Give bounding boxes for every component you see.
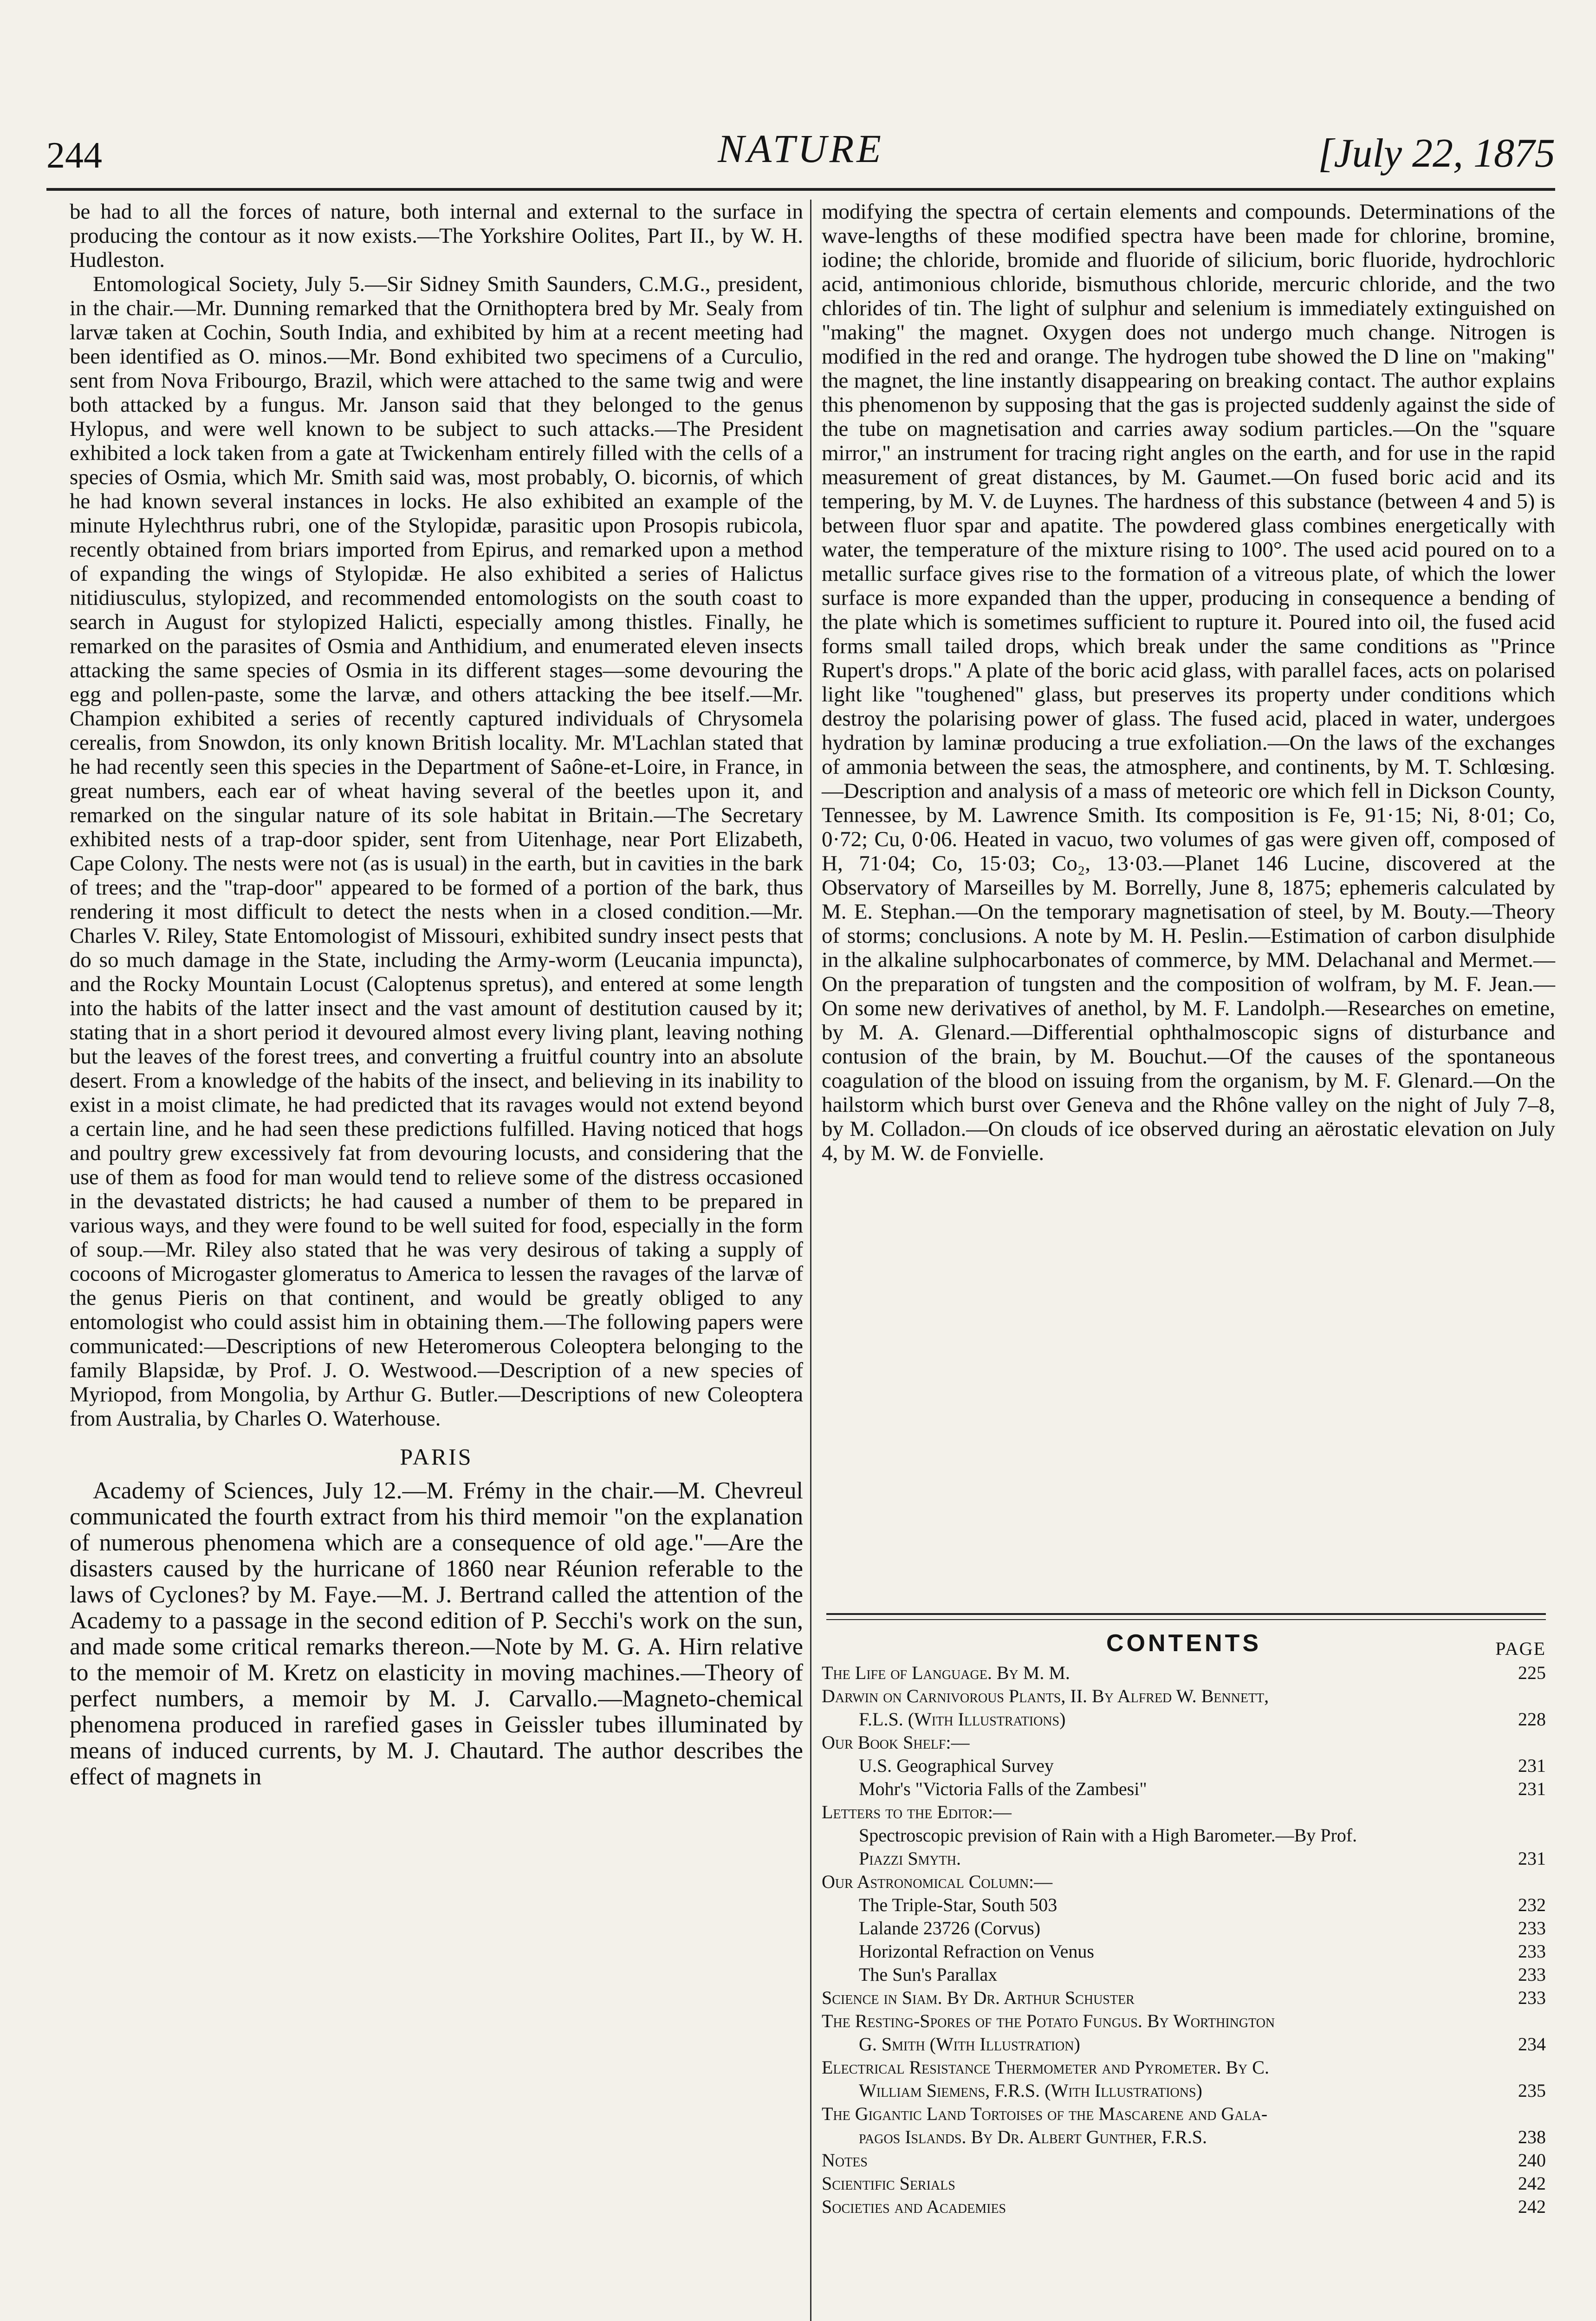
- contents-entry-page: 233: [1518, 1987, 1546, 2008]
- contents-entry-title: Mohr's "Victoria Falls of the Zambesi": [859, 1778, 1147, 1799]
- contents-entry-page: 228: [1518, 1709, 1546, 1730]
- contents-entry[interactable]: [822, 2056, 1546, 2079]
- contents-entry-title: Notes: [822, 2150, 868, 2171]
- contents-entry-title: The Life of Language. By M. M.: [822, 1662, 1070, 1683]
- contents-entry-page: 242: [1518, 2196, 1546, 2217]
- contents-entry-page: 242: [1518, 2173, 1546, 2194]
- contents-entry[interactable]: [822, 1801, 1546, 1824]
- contents-entry-page: 233: [1518, 1941, 1546, 1962]
- contents-entry-title: Societies and Academies: [822, 2196, 1006, 2217]
- contents-entry[interactable]: [822, 2033, 1546, 2056]
- contents-entry-title: The Gigantic Land Tortoises of the Mascarene and Gala-: [822, 2103, 1268, 2124]
- right-paragraph: modifying the spectra of certain elements and compounds. Determinations of the wave-lengths of these modified spectra have been made for chlorine, bromine, iodine; the chloride, bromide and fluoride of silicium, boric fluoride, hydrochloric acid, antimonious chloride, bismuthous chloride, mercuric chloride, and the two chlorides of tin. The light of sulphur and selenium is immediately extinguished on "making" the magnet. Oxygen does not undergo much change. Nitrogen is modified in the red and orange. The hydrogen tube showed the D line on "making" the magnet, the line instantly disappearing on breaking contact. The author explains this phenomenon by supposing that the gas is projected suddenly against the side of the tube on magnetisation and carries away sodium particles.—On the "square mirror," an instrument for tracing right angles on the earth, and for use in the rapid measurement of great distances, by M. Gaumet.—On fused boric acid and its tempering, by M. V. de Luynes. The hardness of this substance (between 4 and 5) is between fluor spar and apatite. The powdered glass combines energetically with water, the temperature of the mixture rising to 100°. The used acid poured on to a metallic surface gives rise to the formation of a vitreous plate, of which the lower surface is more expanded than the upper, producing in consequence a bending of the plate which is sometimes sufficient to rupture it. Poured into oil, the fused acid forms small tailed drops, which break under the same conditions as "Prince Rupert's drops." A plate of the boric acid glass, with parallel faces, acts on polarised light like "toughened" glass, but preserves its property under conditions which destroy the polarising power of glass. The fused acid, placed in water, undergoes hydration by laminæ producing a true exfoliation.—On the laws of the exchanges of ammonia between the seas, the atmosphere, and continents, by M. T. Schlœsing.—Description and analysis of a mass of meteoric ore which fell in Dickson County, Tennessee, by M. Lawrence Smith. Its composition is Fe, 91·15; Ni, 8·01; Co, 0·72; Cu, 0·06. Heated in vacuo, two volumes of gas were given off, composed of H, 71·04; Co, 15·03; Co₂, 13·03.—Planet 146 Lucine, discovered at the Observatory of Marseilles by M. Borrelly, June 8, 1875; ephemeris calculated by M. E. Stephan.—On the temporary magnetisation of steel, by M. Bouty.—Theory of storms; conclusions. A note by M. H. Peslin.—Estimation of carbon disulphide in the alkaline sulphocarbonates of commerce, by MM. Delachanal and Mermet.—On the preparation of tungsten and the composition of wolfram, by M. F. Jean.—On some new derivatives of anethol, by M. F. Landolph.—Researches on emetine, by M. A. Glenard.—Differential ophthalmoscopic signs of disturbance and contusion of the brain, by M. Bouchut.—Of the causes of the spontaneous coagulation of the blood on issuing from the organism, by M. F. Glenard.—On the hailstorm which burst over Geneva and the Rhône valley on the night of July 7–8, by M. Colladon.—On clouds of ice observed during an aërostatic elevation on July 4, by M. W. de Fonvielle.: [822, 200, 1555, 1165]
- contents-entry-title: William Siemens, F.R.S. (With Illustrations): [859, 2080, 1202, 2101]
- contents-entry[interactable]: [822, 1685, 1546, 1708]
- contents-entry-title: Horizontal Refraction on Venus: [859, 1941, 1094, 1962]
- contents-entry[interactable]: [822, 1870, 1546, 1893]
- academy-of-sciences-paragraph: Academy of Sciences, July 12.—M. Frémy in the chair.—M. Chevreul communicated the fourth extract from his third memoir "on the explanation of numerous phenomena which are a consequence of old age."—Are the disasters caused by the hurricane of 1860 near Réunion referable to the laws of Cyclones? by M. Faye.—M. J. Bertrand called the attention of the Academy to a passage in the second edition of P. Secchi's work on the sun, and made some critical remarks thereon.—Note by M. G. A. Hirn relative to the memoir of M. Kretz on elasticity in moving machines.—Theory of perfect numbers, a memoir by M. J. Carvallo.—Magneto-chemical phenomena produced in rarefied gases in Geissler tubes illuminated by means of induced currents, by M. J. Chautard. The author describes the effect of magnets in: [70, 1478, 803, 1790]
- contents-entry[interactable]: [822, 2195, 1546, 2218]
- contents-entry-title: Scientific Serials: [822, 2173, 955, 2194]
- section-heading-paris: PARIS: [400, 1444, 473, 1470]
- contents-entry[interactable]: [822, 1661, 1546, 1685]
- contents-entry-title: Our Astronomical Column:—: [822, 1871, 1053, 1892]
- contents-entry[interactable]: [822, 1754, 1546, 1777]
- contents-entry[interactable]: [822, 1731, 1546, 1754]
- contents-entry-page: 234: [1518, 2034, 1546, 2055]
- contents-entry-title: The Sun's Parallax: [859, 1964, 998, 1985]
- contents-entry-page: 233: [1518, 1918, 1546, 1938]
- contents-entry-page: 225: [1518, 1662, 1546, 1683]
- contents-page-label: PAGE: [1495, 1638, 1546, 1659]
- contents-entry[interactable]: [822, 1824, 1546, 1847]
- contents-entry-title: Science in Siam. By Dr. Arthur Schuster: [822, 1987, 1135, 2008]
- contents-entry-title: F.L.S. (With Illustrations): [859, 1709, 1066, 1730]
- contents-entry-title: U.S. Geographical Survey: [859, 1755, 1054, 1776]
- column-rule: [810, 200, 811, 2321]
- page-header: [46, 125, 1555, 195]
- contents-rule-top: [826, 1613, 1546, 1615]
- contents-title: CONTENTS: [1106, 1630, 1261, 1657]
- contents-entry-title: Spectroscopic prevision of Rain with a High Barometer.—By Prof.: [859, 1825, 1357, 1846]
- contents-heading: [822, 1630, 1546, 1659]
- contents-entry[interactable]: [822, 1708, 1546, 1731]
- journal-title: NATURE: [718, 126, 884, 171]
- contents-entry-title: Piazzi Smyth.: [859, 1848, 961, 1869]
- contents-entry[interactable]: [822, 1963, 1546, 1986]
- contents-entry[interactable]: [822, 1940, 1546, 1963]
- contents-rule-top-thin: [826, 1619, 1546, 1620]
- contents-entry[interactable]: [822, 1847, 1546, 1870]
- contents-table: [822, 1632, 1546, 2218]
- contents-entry-title: Darwin on Carnivorous Plants, II. By Alfred W. Bennett,: [822, 1686, 1269, 1706]
- contents-entry[interactable]: [822, 1986, 1546, 2010]
- header-rule: [46, 188, 1555, 191]
- contents-entry-title: Electrical Resistance Thermometer and Pyrometer. By C.: [822, 2057, 1269, 2078]
- contents-entry-title: The Triple-Star, South 503: [859, 1894, 1058, 1915]
- contents-entry-title: Lalande 23726 (Corvus): [859, 1918, 1041, 1938]
- contents-entry-title: G. Smith (With Illustration): [859, 2034, 1080, 2055]
- contents-entry[interactable]: [822, 2149, 1546, 2172]
- contents-entry-page: 235: [1518, 2080, 1546, 2101]
- page-number: 244: [46, 135, 102, 176]
- contents-entry-page: 233: [1518, 1964, 1546, 1985]
- left-column: [70, 200, 803, 2265]
- contents-entry-page: 231: [1518, 1848, 1546, 1869]
- contents-entry[interactable]: [822, 1917, 1546, 1940]
- contents-entry[interactable]: [822, 2172, 1546, 2195]
- contents-entry-page: 232: [1518, 1894, 1546, 1915]
- right-column: [822, 200, 1555, 1212]
- contents-entry-title: The Resting-Spores of the Potato Fungus. By Worthington: [822, 2010, 1275, 2031]
- contents-entry-page: 231: [1518, 1755, 1546, 1776]
- contents-entry[interactable]: [822, 2126, 1546, 2149]
- contents-entry[interactable]: [822, 2079, 1546, 2102]
- contents-entry[interactable]: [822, 1777, 1546, 1801]
- contents-entry-title: pagos Islands. By Dr. Albert Gunther, F.R.S.: [859, 2127, 1207, 2147]
- contents-entry-page: 238: [1518, 2127, 1546, 2147]
- issue-date: [July 22, 1875: [1318, 131, 1555, 176]
- contents-entry[interactable]: [822, 1893, 1546, 1917]
- entomological-society-paragraph: Entomological Society, July 5.—Sir Sidney Smith Saunders, C.M.G., president, in the chair.—Mr. Dunning remarked that the Ornithoptera bred by Mr. Sealy from larvæ taken at Cochin, South India, and exhibited by him at a recent meeting had been identified as O. minos.—Mr. Bond exhibited two specimens of a Curculio, sent from Nova Fribourgo, Brazil, which were attached to the same twig and were both attacked by a fungus. Mr. Janson said that they belonged to the genus Hylopus, and were well known to be subject to such attacks.—The President exhibited a lock taken from a gate at Twickenham entirely filled with the cells of a species of Osmia, which Mr. Smith said was, most probably, O. bicornis, of which he had known several instances in locks. He also exhibited an example of the minute Hylechthrus rubri, one of the Stylopidæ, parasitic upon Prosopis rubicola, recently obtained from briars imported from Epirus, and remarked upon a method of expanding the wings of Stylopidæ. He also exhibited a series of Halictus nitidiusculus, stylopized, and recommended entomologists on the south coast to search in August for stylopized Halicti, especially among thistles. Finally, he remarked on the parasites of Osmia and Anthidium, and enumerated eleven insects attacking the same species of Osmia in its different stages—some devouring the egg and pollen-paste, some the larvæ, and others attacking the bee itself.—Mr. Champion exhibited a series of recently captured individuals of Chrysomela cerealis, from Snowdon, its only known British locality. Mr. M'Lachlan stated that he had recently seen this species in the Department of Saône-et-Loire, in France, in great numbers, each ear of wheat having several of the beetles upon it, and remarked on the singular nature of its sole habitat in Britain.—The Secretary exhibited nests of a trap-door spider, sent from Uitenhage, near Port Elizabeth, Cape Colony. The nests were not (as is usual) in the earth, but in cavities in the bark of trees; and the "trap-door" appeared to be formed of a portion of the bark, thus rendering it most difficult to detect the nests when in a closed condition.—Mr. Charles V. Riley, State Entomologist of Missouri, exhibited sundry insect pests that do so much damage in the State, including the Army-worm (Leucania impuncta), and the Rocky Mountain Locust (Caloptenus spretus), and entered at some length into the habits of the latter insect and the vast amount of destitution caused by it; stating that in a short period it devoured almost every living plant, leaving nothing but the leaves of the forest trees, and converting a fruitful country into an absolute desert. From a knowledge of the habits of the insect, and believing in its inability to exist in a moist climate, he had predicted that its ravages would not extend beyond a certain line, and he had seen these predictions fulfilled. Having noticed that hogs and poultry grew excessively fat from devouring locusts, and considering that the use of them as food for man would tend to relieve some of the distress occasioned in the devastated districts; he had caused a number of them to be prepared in various ways, and they were found to be well suited for food, especially in the form of soup.—Mr. Riley also stated that he was very desirous of taking a supply of cocoons of Microgaster glomeratus to America to lessen the ravages of the larvæ of the genus Pieris on that continent, and would be greatly obliged to any entomologist who could assist him in obtaining them.—The following papers were communicated:—Descriptions of new Heteromerous Coleoptera belonging to the family Blapsidæ, by Prof. J. O. Westwood.—Description of a new species of Myriopod, from Mongolia, by Arthur G. Butler.—Descriptions of new Coleoptera from Australia, by Charles O. Waterhouse.: [70, 272, 803, 1431]
- contents-entry-page: 231: [1518, 1778, 1546, 1799]
- contents-entry-title: Our Book Shelf:—: [822, 1732, 970, 1753]
- contents-entry-title: Letters to the Editor:—: [822, 1802, 1012, 1822]
- left-paragraph: be had to all the forces of nature, both internal and external to the surface in producing the contour as it now exists.—The Yorkshire Oolites, Part II., by W. H. Hudleston.: [70, 200, 803, 272]
- contents-entry[interactable]: [822, 2102, 1546, 2126]
- contents-entry[interactable]: [822, 2010, 1546, 2033]
- contents-entry-page: 240: [1518, 2150, 1546, 2171]
